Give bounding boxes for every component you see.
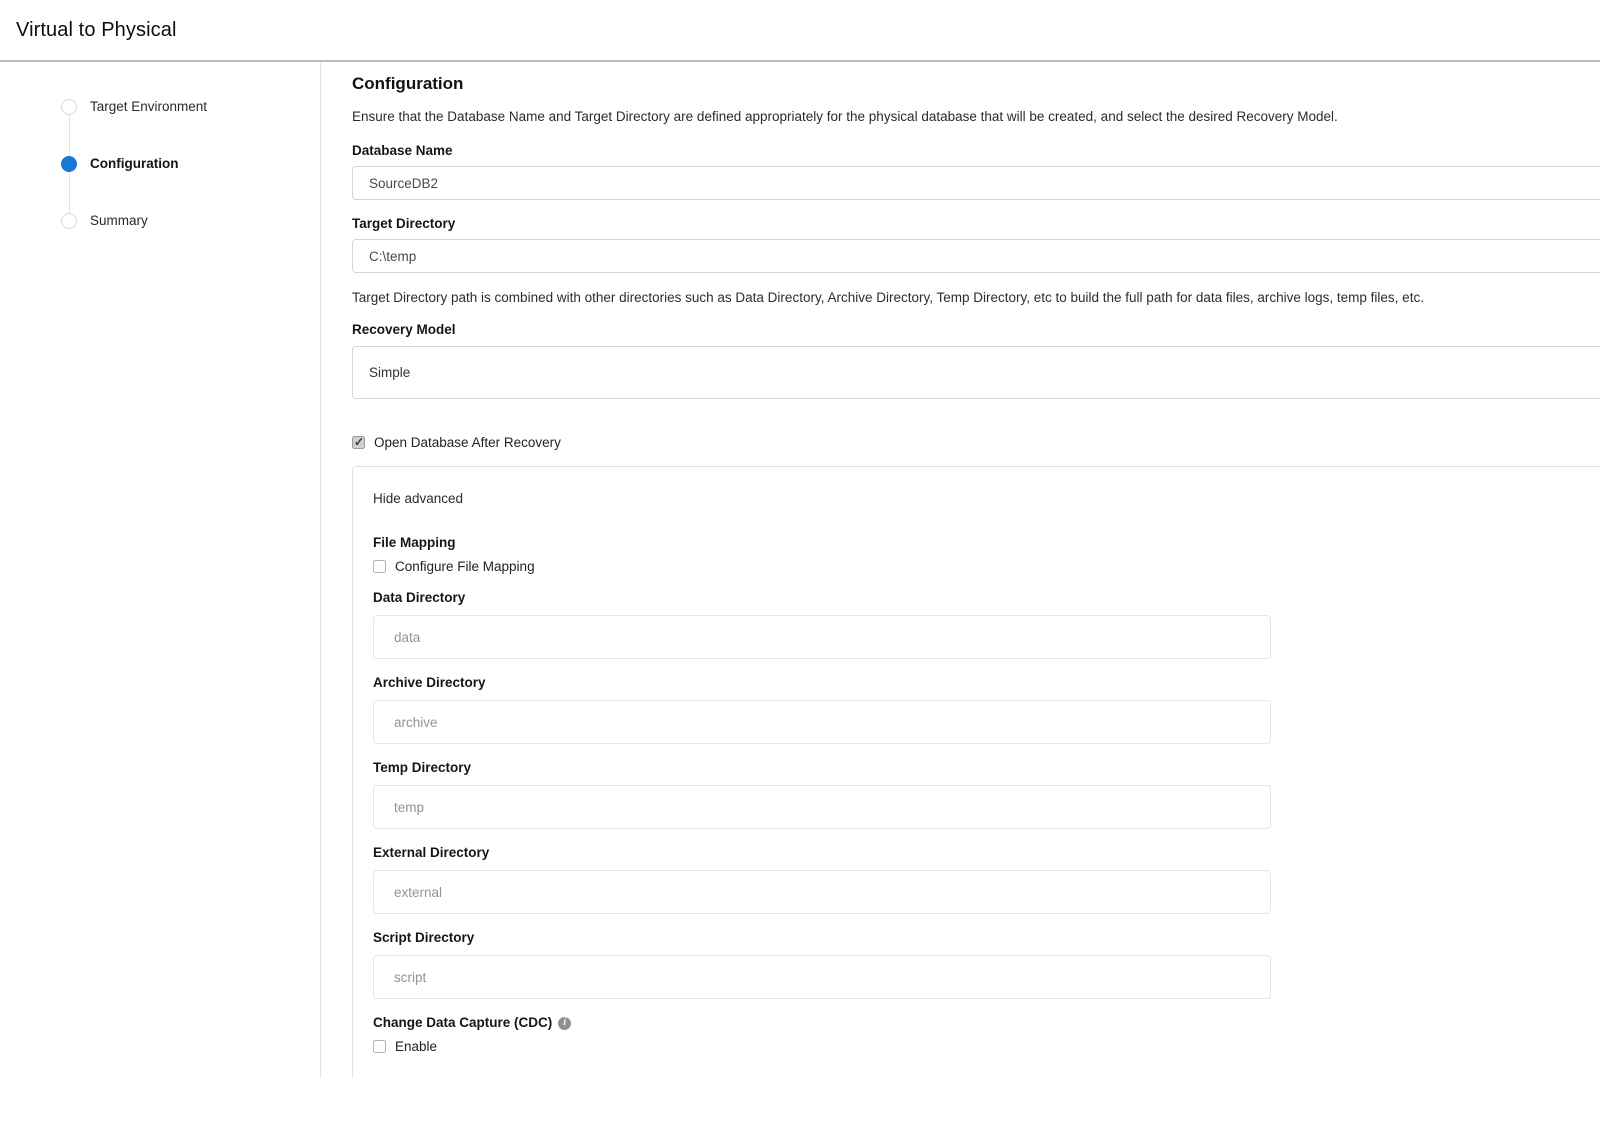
cdc-enable-checkbox[interactable] bbox=[373, 1040, 386, 1053]
wizard-body bbox=[0, 62, 1600, 1078]
section-description: Ensure that the Database Name and Target Directory are defined appropriately for the physical database that will be created, and select the desired Recovery Model. bbox=[352, 109, 1338, 124]
archive-directory-label: Archive Directory bbox=[373, 675, 486, 690]
target-directory-help-text: Target Directory path is combined with other directories such as Data Directory, Archive Directory, Temp Directory, etc to build the full path for data files, archive logs, temp files, etc. bbox=[352, 290, 1424, 305]
step-circle-icon bbox=[61, 213, 77, 229]
step-target-environment[interactable] bbox=[0, 78, 320, 135]
step-label: Target Environment bbox=[90, 99, 208, 114]
configuration-pane bbox=[321, 62, 1600, 1078]
configure-file-mapping-row bbox=[373, 559, 1600, 574]
recovery-model-select[interactable] bbox=[352, 346, 1600, 399]
temp-directory-label: Temp Directory bbox=[373, 760, 472, 775]
advanced-options-panel bbox=[352, 466, 1600, 1078]
info-icon[interactable] bbox=[558, 1017, 571, 1030]
step-label: Summary bbox=[90, 213, 148, 228]
open-database-after-recovery-row bbox=[352, 435, 1600, 450]
database-name-label: Database Name bbox=[352, 143, 453, 158]
wizard-stepper bbox=[0, 62, 320, 249]
section-heading: Configuration bbox=[352, 74, 464, 93]
external-directory-input[interactable] bbox=[373, 870, 1271, 914]
page-header bbox=[0, 0, 1600, 62]
external-directory-group bbox=[373, 845, 1600, 914]
cdc-enable-row bbox=[373, 1039, 1600, 1054]
recovery-model-label: Recovery Model bbox=[352, 322, 456, 337]
database-name-input[interactable] bbox=[352, 166, 1600, 200]
configure-file-mapping-label: Configure File Mapping bbox=[395, 559, 535, 574]
cdc-label-row bbox=[373, 1015, 1600, 1031]
temp-directory-input[interactable] bbox=[373, 785, 1271, 829]
file-mapping-label: File Mapping bbox=[373, 535, 456, 550]
target-directory-label: Target Directory bbox=[352, 216, 456, 231]
step-configuration[interactable] bbox=[0, 135, 320, 192]
cdc-enable-label: Enable bbox=[395, 1039, 438, 1054]
data-directory-input[interactable] bbox=[373, 615, 1271, 659]
open-database-after-recovery-checkbox[interactable] bbox=[352, 436, 365, 449]
step-circle-icon bbox=[61, 99, 77, 115]
target-directory-input[interactable] bbox=[352, 239, 1600, 273]
step-summary[interactable] bbox=[0, 192, 320, 249]
hide-advanced-link[interactable]: Hide advanced bbox=[373, 491, 464, 506]
wizard-sidebar bbox=[0, 62, 321, 1078]
script-directory-label: Script Directory bbox=[373, 930, 475, 945]
data-directory-label: Data Directory bbox=[373, 590, 466, 605]
cdc-label: Change Data Capture (CDC) bbox=[373, 1015, 553, 1030]
recovery-model-value: Simple bbox=[369, 365, 411, 380]
step-circle-active-icon bbox=[61, 156, 77, 172]
script-directory-input[interactable] bbox=[373, 955, 1271, 999]
data-directory-group bbox=[373, 590, 1600, 659]
archive-directory-group bbox=[373, 675, 1600, 744]
temp-directory-group bbox=[373, 760, 1600, 829]
script-directory-group bbox=[373, 930, 1600, 999]
open-database-after-recovery-label: Open Database After Recovery bbox=[374, 435, 561, 450]
archive-directory-input[interactable] bbox=[373, 700, 1271, 744]
external-directory-label: External Directory bbox=[373, 845, 490, 860]
step-label: Configuration bbox=[90, 156, 179, 171]
page-title: Virtual to Physical bbox=[16, 18, 177, 41]
configure-file-mapping-checkbox[interactable] bbox=[373, 560, 386, 573]
